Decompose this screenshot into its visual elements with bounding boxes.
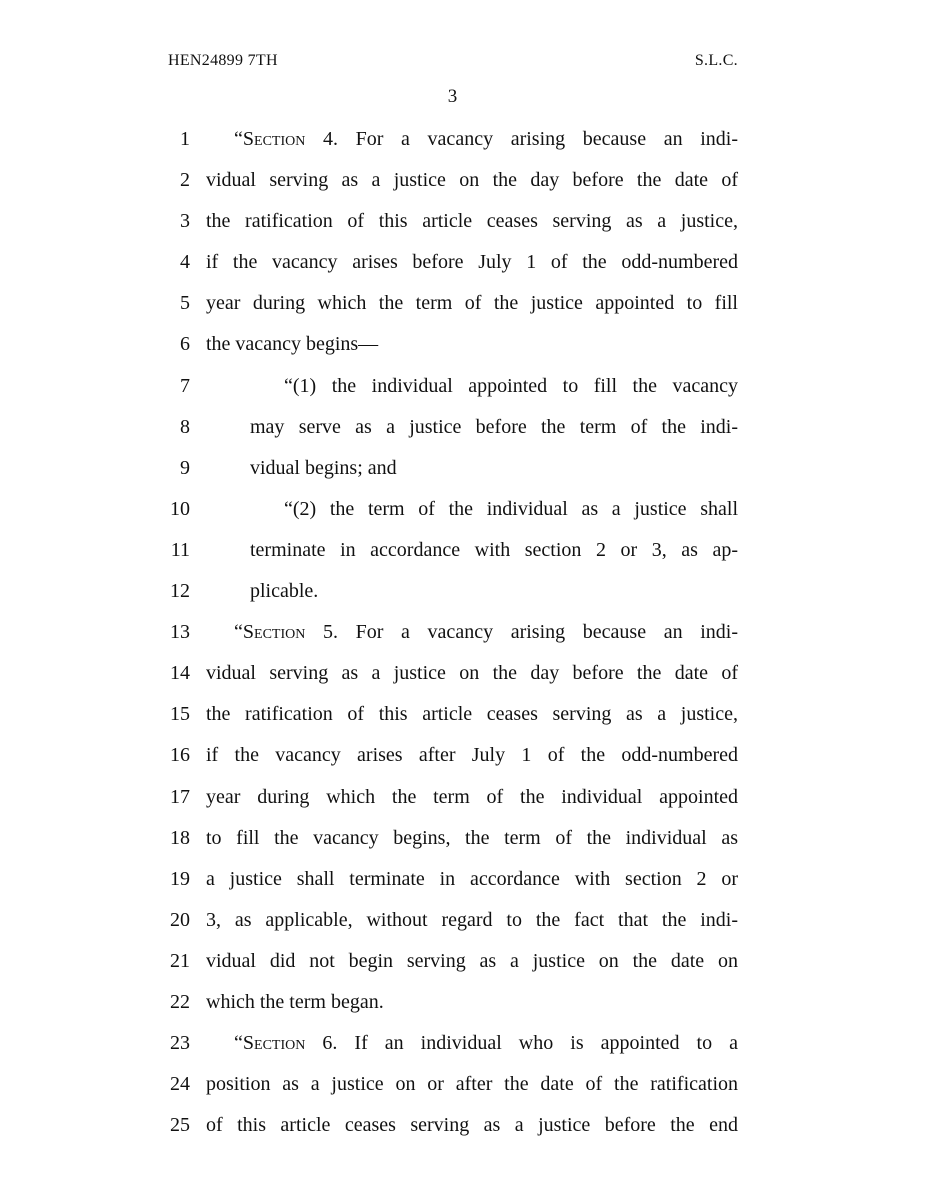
open-quote: “ (234, 1032, 243, 1055)
line-number: 9 (180, 456, 190, 479)
section-label: Section (242, 621, 306, 644)
line-text (206, 242, 738, 283)
text-line (0, 612, 945, 653)
line-text (206, 324, 738, 365)
line-content: if the vacancy arises before July 1 of the odd-numbered (206, 251, 738, 274)
line-number: 2 (180, 169, 190, 192)
bill-text (0, 119, 945, 1146)
line-text (206, 900, 738, 941)
line-number: 10 (170, 497, 190, 520)
line-number: 3 (180, 210, 190, 233)
text-line (0, 1064, 945, 1105)
text-line (0, 653, 945, 694)
line-text (250, 530, 738, 571)
text-line (0, 818, 945, 859)
open-quote: “ (234, 128, 243, 150)
line-content: the ratification of this article ceases serving as a justice, (206, 703, 738, 726)
line-content: year during which the term of the justice appointed to fill (206, 292, 738, 315)
line-text (206, 982, 738, 1023)
text-line (0, 407, 945, 448)
line-text (206, 1064, 738, 1105)
line-content: of this article ceases serving as a justice before the end (206, 1114, 738, 1137)
line-content: position as a justice on or after the date of the ratification (206, 1073, 738, 1096)
line-text (206, 859, 738, 900)
line-number: 11 (170, 538, 190, 561)
line-number: 15 (170, 703, 190, 726)
text-line (0, 242, 945, 283)
text-line (0, 489, 945, 530)
line-content: vidual begins; and (250, 456, 397, 479)
text-line (0, 777, 945, 818)
line-content: 4. For a vacancy arising because an indi- (305, 128, 738, 150)
line-number: 19 (170, 867, 190, 890)
text-line (0, 900, 945, 941)
line-number: 5 (180, 292, 190, 315)
text-line (0, 530, 945, 571)
text-line (0, 366, 945, 407)
line-content: vidual did not begin serving as a justice on the date on (206, 949, 738, 972)
line-text (234, 612, 738, 653)
line-content: the vacancy begins— (206, 333, 379, 356)
text-line (0, 324, 945, 365)
text-line (0, 982, 945, 1023)
line-number: 18 (170, 826, 190, 849)
line-number: 16 (170, 744, 190, 767)
line-content: “(2) the term of the individual as a justice shall (284, 497, 738, 520)
line-text (250, 571, 738, 612)
line-content: if the vacancy arises after July 1 of the odd-numbered (206, 744, 738, 767)
line-content: vidual serving as a justice on the day before the date of (206, 662, 738, 685)
line-number: 23 (170, 1032, 190, 1055)
line-text (206, 653, 738, 694)
text-line (0, 448, 945, 489)
line-number: 1 (180, 128, 190, 150)
line-content: plicable. (250, 580, 319, 603)
line-number: 13 (170, 621, 190, 644)
line-text (250, 407, 738, 448)
text-line (0, 571, 945, 612)
line-number: 6 (180, 333, 190, 356)
line-content: year during which the term of the individual appointed (206, 785, 738, 808)
line-number: 21 (170, 949, 190, 972)
line-number: 25 (170, 1114, 190, 1137)
line-text (284, 489, 738, 530)
line-content: 6. If an individual who is appointed to a (305, 1032, 738, 1055)
text-line (0, 735, 945, 776)
line-text (206, 941, 738, 982)
open-quote: “ (234, 621, 243, 644)
text-line (0, 859, 945, 900)
line-text (284, 366, 738, 407)
line-number: 20 (170, 908, 190, 931)
text-line (0, 201, 945, 242)
document-id: HEN24899 7TH (168, 52, 278, 69)
text-line (0, 283, 945, 324)
text-line (0, 941, 945, 982)
line-text (234, 119, 738, 160)
line-content: vidual serving as a justice on the day before the date of (206, 169, 738, 192)
document-code: S.L.C. (694, 52, 738, 69)
line-number: 8 (180, 415, 190, 438)
line-content: which the term began. (206, 990, 384, 1013)
line-text (234, 1023, 738, 1064)
line-text (250, 448, 738, 489)
line-content: the ratification of this article ceases serving as a justice, (206, 210, 738, 233)
section-label: Section (242, 1032, 306, 1055)
line-number: 17 (170, 785, 190, 808)
line-number: 12 (170, 580, 190, 603)
line-content: to fill the vacancy begins, the term of the individual as (206, 826, 738, 849)
line-number: 22 (170, 990, 190, 1013)
text-line (0, 1023, 945, 1064)
text-line (0, 1105, 945, 1146)
text-line (0, 119, 945, 160)
page-number: 3 (447, 86, 458, 107)
text-line (0, 160, 945, 201)
line-text (206, 818, 738, 859)
line-number: 24 (170, 1073, 190, 1096)
line-content: 5. For a vacancy arising because an indi- (305, 621, 738, 644)
section-label: Section (242, 128, 306, 150)
line-text (206, 777, 738, 818)
line-text (206, 160, 738, 201)
line-content: 3, as applicable, without regard to the fact that the indi- (206, 908, 738, 931)
line-content: terminate in accordance with section 2 or 3, as ap- (250, 538, 738, 561)
line-text (206, 201, 738, 242)
line-text (206, 1105, 738, 1146)
line-number: 14 (170, 662, 190, 685)
line-content: may serve as a justice before the term of the indi- (250, 415, 738, 438)
line-content: a justice shall terminate in accordance with section 2 or (206, 867, 738, 890)
line-number: 4 (180, 251, 190, 274)
line-number: 7 (180, 374, 190, 397)
line-text (206, 735, 738, 776)
line-text (206, 694, 738, 735)
line-text (206, 283, 738, 324)
text-line (0, 694, 945, 735)
line-content: “(1) the individual appointed to fill the vacancy (284, 374, 738, 397)
